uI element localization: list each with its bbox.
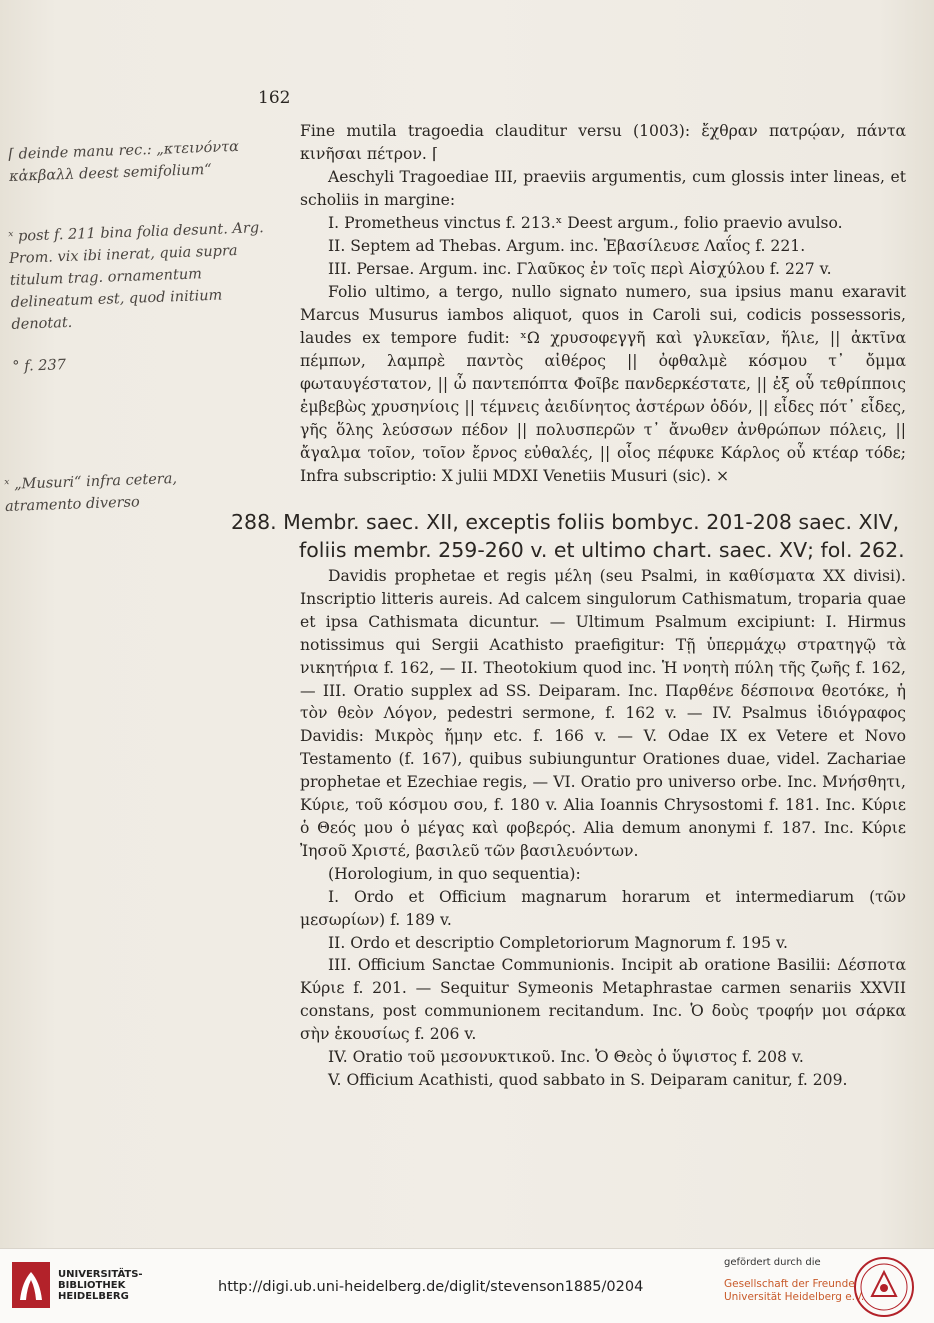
paragraph: Folio ultimo, a tergo, nullo signato numero, sua ipsius manu exaravit Marcus Musurus iambos aliquot, quos in Caroli sui, codicis possessoris, laudes ex tempore fudit: ˣΩ χρυσοφεγγῆ καὶ γλυκεῖαν, ἥλιε, || ἀκτῖνα πέμπων, λαμπρὲ παντὸς αἰθέρος || ὀφθαλμὲ κόσμου τ᾽ ὄμμα φωταυγέστατον, || ὦ παντεπόπτα Φοῖβε πανδερκέστατε, || ἐξ οὗ τεθρίπποις ἐμβεβὼς χρυσηνίοις || τέμνεις ἀειδίνητος ἀστέρων ὁδόν, || εἶδες πότ᾽ εἶδες, γῆς ὅλης λεύσσων πέδον || πολυσπερῶν τ᾽ ἄνωθεν ἀνθρώπων πόλεις, || ἄγαλμα τοῖον, τοῖον ἔρνος εὐθαλές, || οἷος πέφυκε Κάρλος οὗ κτέαρ τόδε; Infra subscriptio: X julii MDXI Venetiis Musuri (sic). × bbox=[300, 283, 906, 485]
top-text-block bbox=[300, 120, 906, 488]
paragraph: III. Officium Sanctae Communionis. Incipit ab oratione Basilii: Δέσποτα Κύριε f. 201. — Sequitur Symeonis Metaphrastae carmen senariis XXVII constans, post communionem recitandum. Inc. Ὁ δοὺς τροφήν μοι σάρκα σὴν ἑκουσίως f. 206 v. bbox=[300, 956, 907, 1044]
sponsor-name[interactable]: Gesellschaft der Freunde Universität Heidelberg e.V. bbox=[724, 1278, 865, 1303]
paragraph: I. Prometheus vinctus f. 213.ˣ Deest argum., folio praevio avulso. bbox=[328, 214, 843, 232]
paragraph: V. Officium Acathisti, quod sabbato in S. Deiparam canitur, f. 209. bbox=[328, 1070, 848, 1089]
ub-emblem-icon bbox=[12, 1262, 50, 1308]
margin-note: ° f. 237 bbox=[12, 357, 67, 375]
paragraph: Davidis prophetae et regis μέλη (seu Psalmi, in καθίσματα XX divisi). Inscriptio litteris aureis. Ad calcem singulorum Cathismatum, troparia quae et ipsa Cathismata dicuntur. — Ultimum Psalmum excipiunt: I. Hirmus notissimus qui Sergii Acathisto praefigitur: Τῇ ὑπερμάχῳ στρατηγῷ τὰ νικητήρια f. 162, — II. Theotokium quod inc. Ἡ νοητὴ πύλη τῆς ζωῆς f. 162, — III. Oratio supplex ad SS. Deiparam. Inc. Παρθένε δέσποινα θεοτόκε, ἡ τὸν θεὸν Λόγον, pedestri sermone, f. 162 v. — IV. Psalmus ἰδιόγραφος Davidis: Μικρὸς ἤμην etc. f. 166 v. — V. Odae IX ex Vetere et Novo Testamento (f. 167), quibus subiunguntur Orationes duae, videl. Zachariae prophetae et Ezechiae regis, — VI. Oratio pro universo orbe. Inc. Μνήσθητι, Κύριε, τοῦ κόσμου σου, f. 180 v. Alia Ioannis Chrysostomi f. 181. Inc. Κύριε ὁ Θεός μου ὁ μέγας καὶ φοβερός. Alia demum anonymi f. 187. Inc. Κύριε Ἰησοῦ Χριστέ, βασιλεῦ τῶν βασιλευόντων. bbox=[300, 567, 906, 860]
paragraph: III. Persae. Argum. inc. Γλαῦκος ἐν τοῖς περὶ Αἰσχύλου f. 227 v. bbox=[328, 260, 832, 278]
margin-note: ⌈ deinde manu rec.: „κτεινόντα κἀκβαλλ deest semifolium“ bbox=[8, 138, 240, 185]
ub-name: UNIVERSITÄTS- BIBLIOTHEK HEIDELBERG bbox=[58, 1268, 143, 1302]
paragraph: II. Septem ad Thebas. Argum. inc. Ἐβασίλευσε Λαΐος f. 221. bbox=[328, 237, 806, 255]
paragraph: I. Ordo et Officium magnarum horarum et intermediarum (τῶν μεσωρίων) f. 189 v. bbox=[300, 887, 906, 929]
entry-heading bbox=[231, 508, 907, 564]
paragraph: II. Ordo et descriptio Completoriorum Magnorum f. 195 v. bbox=[328, 933, 788, 952]
margin-note: ˣ post f. 211 bina folia desunt. Arg. Prom. vix ibi inerat, quia supra titulum trag. ornamentum delineatum est, quod initium denotat. bbox=[8, 220, 264, 333]
entry-heading-line2: foliis membr. 259-260 v. et ultimo chart. saec. XV; fol. 262. bbox=[299, 538, 905, 562]
paragraph: Aeschyli Tragoediae III, praeviis argumentis, cum glossis inter lineas, et scholiis in margine: bbox=[300, 168, 906, 209]
paragraph: IV. Oratio τοῦ μεσονυκτικοῦ. Inc. Ὁ Θεὸς ὁ ὕψιστος f. 208 v. bbox=[328, 1048, 804, 1067]
paragraph: (Horologium, in quo sequentia): bbox=[328, 864, 581, 883]
ub-logo[interactable] bbox=[12, 1262, 143, 1308]
sponsor-label: gefördert durch die bbox=[724, 1257, 821, 1268]
digital-copy-link[interactable]: http://digi.ub.uni-heidelberg.de/diglit/stevenson1885/0204 bbox=[218, 1279, 644, 1295]
university-seal-icon bbox=[852, 1256, 916, 1318]
entry-heading-line1: 288. Membr. saec. XII, exceptis foliis bombyc. 201-208 saec. XIV, bbox=[231, 510, 900, 534]
paragraph: Fine mutila tragoedia clauditur versu (1003): ἔχθραν πατρῴαν, πάντα κινῆσαι πέτρον. ⌈ bbox=[300, 122, 906, 163]
bottom-text-block bbox=[300, 565, 906, 1092]
margin-note: ˣ „Musuri“ infra cetera, atramento diverso bbox=[4, 470, 178, 515]
page-number: 162 bbox=[258, 88, 291, 108]
